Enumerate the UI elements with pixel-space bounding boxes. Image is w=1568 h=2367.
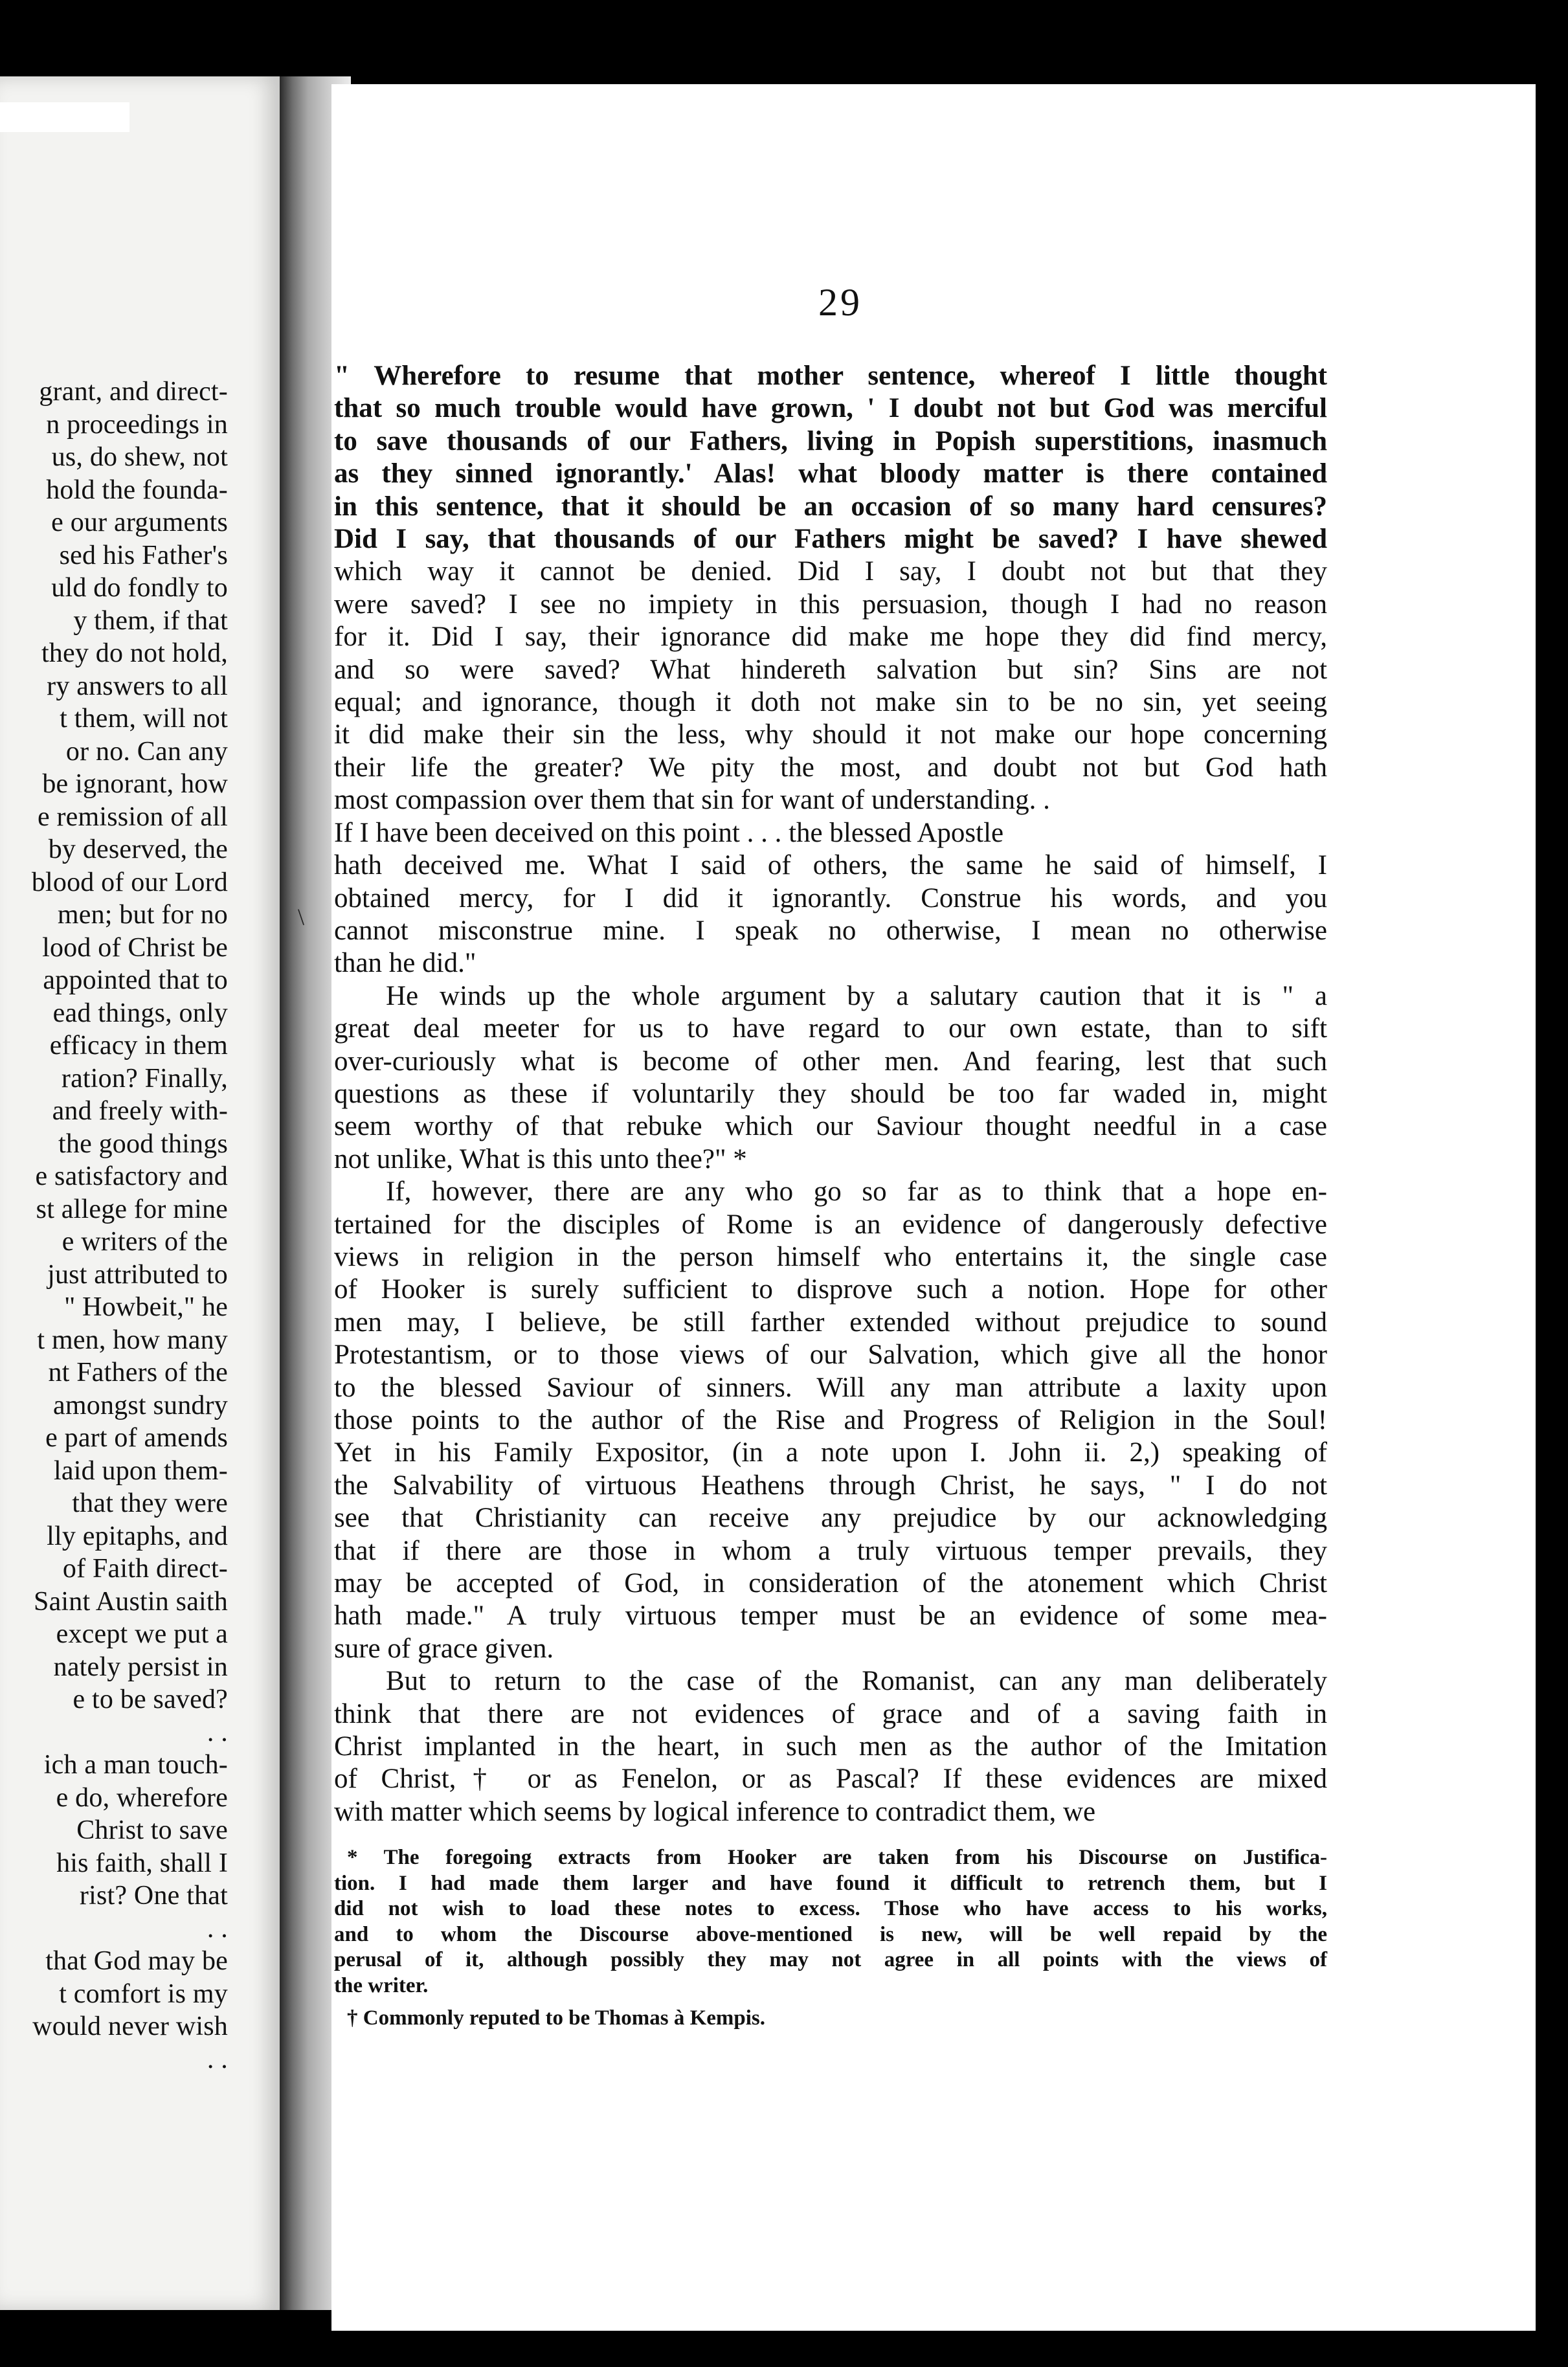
body-text-line: that so much trouble would have grown, ' I doubt not but God was merciful <box>334 393 1327 424</box>
body-text-line: hath made." A truly virtuous temper must be an evidence of some mea- <box>334 1600 1327 1632</box>
left-page-line: e do, wherefore <box>56 1782 228 1813</box>
body-text-line: " Wherefore to resume that mother sentence, whereof I little thought <box>334 361 1327 391</box>
left-page-line: e remission of all <box>37 802 228 832</box>
left-page-line: ration? Finally, <box>61 1063 228 1094</box>
left-page-line: sed his Father's <box>59 540 228 570</box>
page-number: 29 <box>818 281 862 324</box>
body-text-line: hath deceived me. What I said of others, the same he said of himself, I <box>334 850 1327 881</box>
body-text-line: Did I say, that thousands of our Fathers might be saved? I have shewed <box>334 524 1327 555</box>
left-page-line: uld do fondly to <box>51 573 228 603</box>
left-page-line: rist? One that <box>79 1881 228 1911</box>
footnote-line: perusal of it, although possibly they may not agree in all points with the views of <box>334 1948 1327 1972</box>
left-page-line: except we put a <box>56 1619 228 1649</box>
left-page-line: efficacy in them <box>49 1031 228 1060</box>
body-text-line: equal; and ignorance, though it doth not make sin to be no sin, yet seeing <box>334 687 1327 718</box>
left-page-line: appointed that to <box>43 965 228 995</box>
left-page-line: e our arguments <box>51 508 228 537</box>
left-page-line: nt Fathers of the <box>48 1358 228 1387</box>
body-text-line: men may, I believe, be still farther extended without prejudice to sound <box>334 1307 1327 1338</box>
left-page-line: t men, how many <box>37 1325 228 1355</box>
body-text-line: the Salvability of virtuous Heathens through Christ, he says, " I do not <box>334 1470 1327 1501</box>
body-text-line: to save thousands of our Fathers, living in Popish superstitions, inasmuch <box>334 425 1327 456</box>
left-page-line: would never wish <box>32 2012 228 2041</box>
body-text-line: views in religion in the person himself who entertains it, the single case <box>334 1241 1327 1272</box>
body-text-line: great deal meeter for us to have regard to our own estate, than to sift <box>334 1013 1327 1044</box>
left-page-line: hold the founda- <box>46 475 228 505</box>
body-text-line: seem worthy of that rebuke which our Saviour thought needful in a case <box>334 1111 1327 1142</box>
body-text-line: of Hooker is surely sufficient to disprove such a notion. Hope for other <box>334 1274 1327 1305</box>
body-text-line: that if there are those in whom a truly virtuous temper prevails, they <box>334 1535 1327 1566</box>
left-page-line: t comfort is my <box>59 1979 228 2009</box>
left-page-line: Christ to save <box>76 1815 228 1845</box>
body-text-line: with matter which seems by logical inference to contradict them, we <box>334 1796 1096 1827</box>
left-page-line: lood of Christ be <box>42 932 228 963</box>
left-page-line: amongst sundry <box>53 1390 228 1420</box>
left-page-line: st allege for mine <box>36 1194 228 1224</box>
left-page-line: e writers of the <box>62 1227 228 1257</box>
left-page-line: " Howbeit," he <box>64 1292 228 1322</box>
left-page-line: ead things, only <box>52 998 228 1028</box>
left-page-line: they do not hold, <box>41 638 228 668</box>
left-page-line: that they were <box>72 1488 228 1518</box>
left-page-line: his faith, shall I <box>56 1848 228 1878</box>
body-text-line: see that Christianity can receive any prejudice by our acknowledging <box>334 1503 1327 1534</box>
body-text-line: which way it cannot be denied. Did I say, I doubt not but that they <box>334 556 1327 587</box>
body-text-line: to the blessed Saviour of sinners. Will any man attribute a laxity upon <box>334 1372 1327 1403</box>
body-text-line: than he did." <box>334 948 476 979</box>
body-text-line: it did make their sin the less, why should it not make our hope concerning <box>334 719 1327 750</box>
footnote-line: the writer. <box>334 1973 429 1997</box>
body-text-line: questions as these if voluntarily they should be too far waded in, might <box>334 1078 1327 1109</box>
body-text-line: cannot misconstrue mine. I speak no otherwise, I mean no otherwise <box>334 915 1327 946</box>
body-text-line: over-curiously what is become of other men. And fearing, lest that such <box>334 1046 1327 1077</box>
body-text-line: not unlike, What is this unto thee?" * <box>334 1143 747 1174</box>
left-page-line: nately persist in <box>53 1652 228 1682</box>
body-text-line: Yet in his Family Expositor, (in a note upon I. John ii. 2,) speaking of <box>334 1437 1327 1468</box>
left-page-line: lly epitaphs, and <box>47 1521 228 1551</box>
body-text-line: sure of grace given. <box>334 1633 554 1664</box>
left-page-line: t them, will not <box>60 704 228 734</box>
left-page-top-edge <box>0 102 129 132</box>
body-text-line: may be accepted of God, in consideration of the atonement which Christ <box>334 1568 1327 1599</box>
left-page-line: Saint Austin saith <box>34 1586 228 1617</box>
left-page-line: laid upon them- <box>54 1455 228 1486</box>
body-text-line: most compassion over them that sin for want of understanding. . <box>334 785 1050 816</box>
body-text-line: think that there are not evidences of grace and of a saving faith in <box>334 1698 1327 1729</box>
left-page-line: . . <box>207 2044 228 2074</box>
left-page-line: e to be saved? <box>73 1685 228 1714</box>
body-text-line: Protestantism, or to those views of our Salvation, which give all the honor <box>334 1340 1327 1371</box>
body-text-line: were saved? I see no impiety in this persuasion, though I had no reason <box>334 589 1327 620</box>
body-text-line: He winds up the whole argument by a salutary caution that it is " a <box>386 980 1327 1011</box>
body-text-line: If I have been deceived on this point . . . the blessed Apostle <box>334 817 1004 848</box>
body-text-line: as they sinned ignorantly.' Alas! what bloody matter is there contained <box>334 458 1327 489</box>
left-page-line: blood of our Lord <box>31 867 228 897</box>
left-page-line: of Faith direct- <box>62 1554 228 1584</box>
left-page-line: just attributed to <box>47 1259 228 1290</box>
footnote-line: tion. I had made them larger and have found it difficult to retrench them, but I <box>334 1871 1327 1895</box>
left-page-line: . . <box>207 1717 228 1747</box>
left-page-line: be ignorant, how <box>42 769 228 799</box>
body-text-line: Christ implanted in the heart, in such men as the author of the Imitation <box>334 1731 1327 1762</box>
body-text-line: If, however, there are any who go so far as to think that a hope en- <box>386 1176 1327 1207</box>
left-page-line: y them, if that <box>73 605 228 636</box>
left-page-line: and freely with- <box>52 1096 228 1126</box>
left-page-line: men; but for no <box>57 900 228 930</box>
footnotes <box>334 1845 1327 2031</box>
left-page-line: us, do shew, not <box>51 442 228 472</box>
body-text-line: for it. Did I say, their ignorance did make me hope they did find mercy, <box>334 622 1327 653</box>
body-text-line: and so were saved? What hindereth salvation but sin? Sins are not <box>334 654 1327 685</box>
body-text-line: their life the greater? We pity the most, and doubt not but God hath <box>334 752 1327 783</box>
left-facing-page <box>0 76 280 2310</box>
left-page-line: grant, and direct- <box>39 377 228 407</box>
body-text-line: But to return to the case of the Romanist, can any man deliberately <box>386 1666 1327 1697</box>
body-text-line: of Christ,† or as Fenelon, or as Pascal? If these evidences are mixed <box>334 1764 1327 1795</box>
left-page-line: n proceedings in <box>46 409 228 440</box>
left-page-line: that God may be <box>45 1946 228 1976</box>
footnote-line: * The foregoing extracts from Hooker are taken from his Discourse on Justifica- <box>347 1846 1327 1869</box>
body-text-line: tertained for the disciples of Rome is an evidence of dangerously defective <box>334 1209 1327 1240</box>
main-body-text <box>334 360 1327 1828</box>
footnote-line: did not wish to load these notes to excess. Those who have access to his works, <box>334 1897 1327 1921</box>
footnote-line: † Commonly reputed to be Thomas à Kempis. <box>347 2006 765 2030</box>
left-page-line: or no. Can any <box>65 736 228 767</box>
left-page-line: the good things <box>58 1128 228 1159</box>
body-text-line: obtained mercy, for I did it ignorantly. Construe his words, and you <box>334 882 1327 914</box>
body-text-line: in this sentence, that it should be an occasion of so many hard censures? <box>334 491 1327 522</box>
left-page-text-column <box>0 376 228 2076</box>
left-page-line: e part of amends <box>45 1423 228 1453</box>
margin-mark: \ <box>298 904 305 930</box>
footnote-line: and to whom the Discourse above-mentioned is new, will be well repaid by the <box>334 1922 1327 1946</box>
left-page-line: ry answers to all <box>47 671 228 701</box>
body-text-line: those points to the author of the Rise and Progress of Religion in the Soul! <box>334 1405 1327 1435</box>
left-page-line: e satisfactory and <box>35 1161 228 1191</box>
left-page-line: ich a man touch- <box>43 1750 228 1780</box>
left-page-line: by deserved, the <box>48 835 228 864</box>
left-page-line: . . <box>207 1913 228 1944</box>
